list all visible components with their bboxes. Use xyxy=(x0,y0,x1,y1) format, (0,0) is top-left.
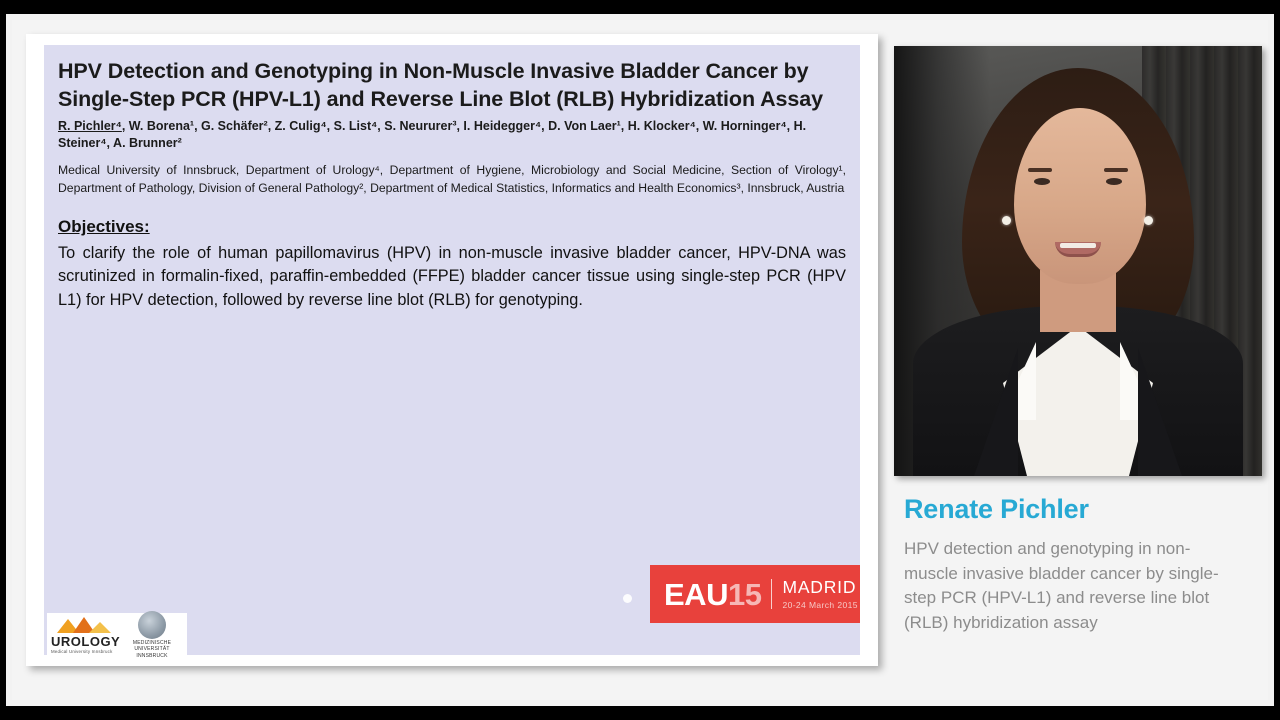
eau-congress-badge xyxy=(650,565,860,623)
portrait-eye-left xyxy=(1034,178,1050,185)
triangle-icon-c xyxy=(89,622,111,633)
speaker-photo xyxy=(894,46,1262,476)
objectives-heading: Objectives: xyxy=(58,216,150,236)
badge-divider xyxy=(771,579,772,609)
content-area xyxy=(12,20,1268,700)
urology-logo-text: UROLOGY xyxy=(51,633,121,649)
speaker-panel xyxy=(894,46,1268,636)
portrait-eye-right xyxy=(1106,178,1122,185)
university-logo-text: MEDIZINISCHE UNIVERSITÄT INNSBRUCK xyxy=(132,640,172,659)
university-logo xyxy=(121,611,183,659)
badge-dates: 20-24 March 2015 xyxy=(782,599,858,610)
institution-logos xyxy=(47,613,187,657)
university-seal-icon xyxy=(138,611,166,639)
eau-year: 15 xyxy=(727,576,762,612)
speaker-photo-frame xyxy=(894,46,1262,476)
slide-bullet-dot xyxy=(623,594,632,603)
slide-authors xyxy=(44,118,860,153)
slide-container[interactable] xyxy=(26,34,878,666)
speaker-name: Renate Pichler xyxy=(904,494,1089,524)
eau-logo-text xyxy=(664,576,762,612)
slide-affiliations: Medical University of Innsbruck, Department of Urology⁴, Department of Hygiene, Microbiology and Social Medicine, Section of Virology¹, Department of Pathology, Division of General Pathology², Department of Medical Statistics, Informatics and Health Economics³, Innsbruck, Austria xyxy=(58,163,846,195)
presentation-stage xyxy=(0,14,1280,706)
coauthors: , W. Borena¹, G. Schäfer², Z. Culig⁴, S. List⁴, S. Neururer³, I. Heidegger⁴, D. Von Laer¹, H. Klocker⁴, W. Horninger⁴, H. Steiner⁴, A. Brunner² xyxy=(58,118,807,150)
portrait-brow-left xyxy=(1028,168,1052,172)
portrait-lapel-left xyxy=(974,348,1018,476)
urology-logo xyxy=(47,617,121,654)
portrait-earring-right xyxy=(1144,216,1153,225)
eau-label: EAU xyxy=(664,576,728,612)
slide xyxy=(44,45,860,659)
objectives-text: To clarify the role of human papillomavirus (HPV) in non-muscle invasive bladder cancer, HPV-DNA was scrutinized in formalin-fixed, paraffin-embedded (FFPE) bladder cancer tissue using single-step PCR (HPV L1) for HPV detection, followed by reverse line blot (RLB) for genotyping. xyxy=(58,243,846,309)
portrait-lapel-right xyxy=(1138,348,1182,476)
portrait-brow-right xyxy=(1104,168,1128,172)
talk-title: HPV detection and genotyping in non-muscle invasive bladder cancer by single-step PCR (HPV-L1) and reverse line blot (RLB) hybridization assay xyxy=(904,539,1219,632)
badge-city-block xyxy=(782,578,857,609)
urology-mountain-icon xyxy=(51,617,121,633)
presenting-author: R. Pichler⁴ xyxy=(58,118,122,133)
portrait-earring-left xyxy=(1002,216,1011,225)
slide-title: HPV Detection and Genotyping in Non-Muscle Invasive Bladder Cancer by Single-Step PCR (HPV-L1) and Reverse Line Blot (RLB) Hybridization Assay xyxy=(58,59,823,112)
badge-city: MADRID xyxy=(782,577,857,598)
urology-logo-subtext: Medical University Innsbruck xyxy=(51,648,113,654)
